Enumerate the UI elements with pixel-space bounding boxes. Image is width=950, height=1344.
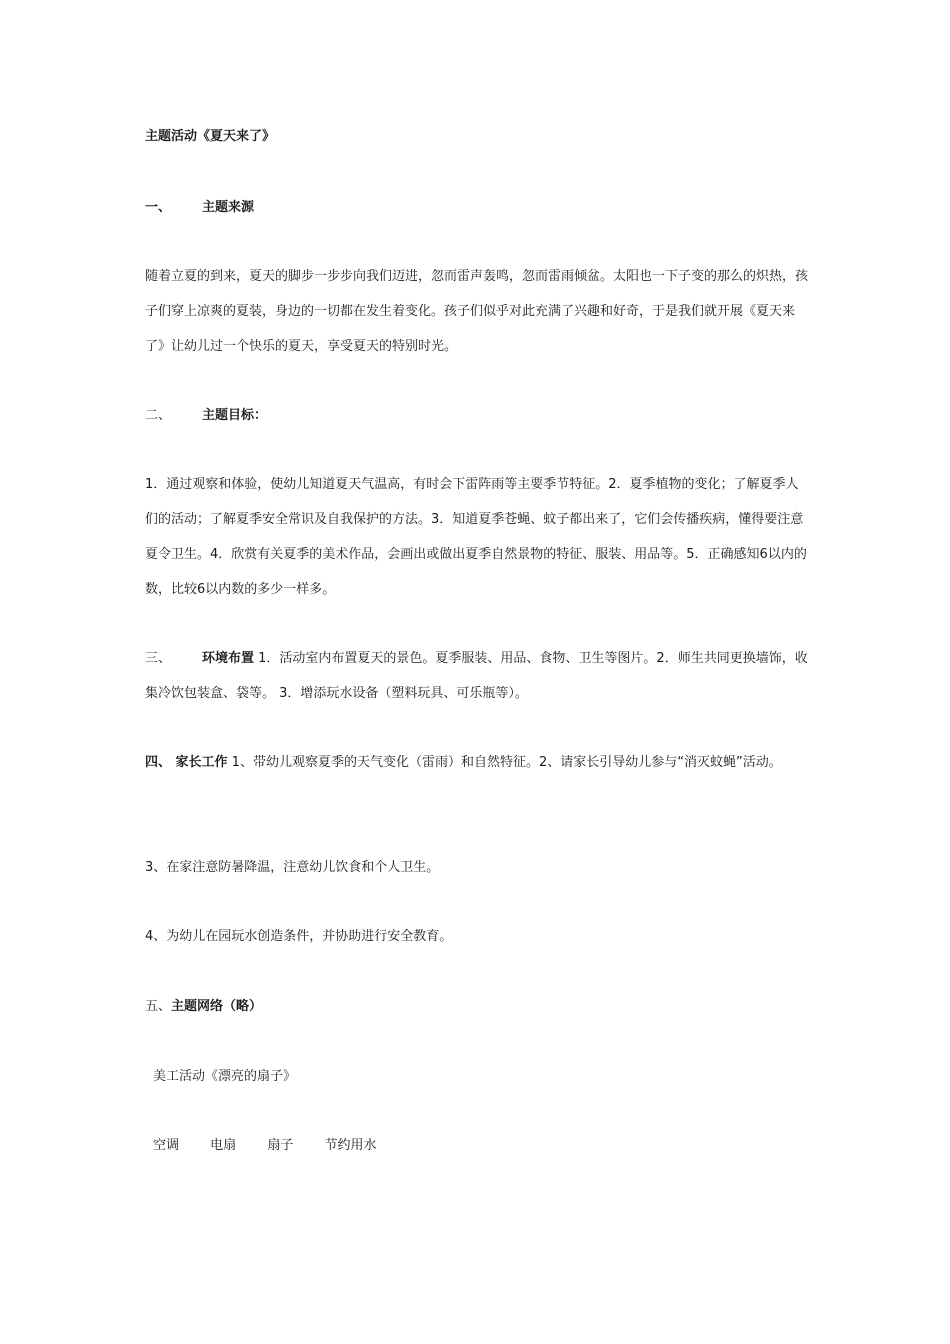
art-activity: 美工活动《漂亮的扇子》 — [153, 1069, 297, 1084]
section-heading-network — [145, 989, 810, 1024]
section-number: 二、 — [145, 408, 172, 423]
section-number: 三、 — [145, 651, 172, 666]
section-number: 一、 — [145, 200, 172, 215]
section-title: 环境布置 — [202, 651, 255, 666]
section-number: 四、 — [145, 755, 172, 770]
section-title: 家长工作 — [171, 755, 228, 770]
section-heading-source — [145, 190, 810, 225]
network-item: 电扇 — [210, 1138, 237, 1153]
parents-item-4: 4、为幼儿在园玩水创造条件，并协助进行安全教育。 — [145, 929, 453, 944]
section-title: 主题来源 — [202, 200, 255, 215]
section-heading-goals — [145, 398, 810, 433]
network-item: 节约用水 — [324, 1138, 377, 1153]
section-number: 五、 — [145, 999, 172, 1014]
network-item: 空调 — [153, 1138, 180, 1153]
network-items — [153, 1128, 818, 1163]
environment-paragraph — [145, 641, 810, 711]
parents-text: 1、带幼儿观察夏季的天气变化（雷雨）和自然特征。2、请家长引导幼儿参与“消灭蚊蝇”活动。 — [227, 755, 782, 770]
document-title: 主题活动《夏天来了》 — [145, 129, 276, 144]
section-title: 主题目标： — [202, 408, 268, 423]
section-title: 主题网络（略） — [171, 999, 263, 1014]
source-paragraph: 随着立夏的到来，夏天的脚步一步步向我们迈进，忽而雷声轰鸣，忽而雷雨倾盆。太阳也一下子变的那么的炽热，孩子们穿上凉爽的夏装，身边的一切都在发生着变化。孩子们似乎对此充满了兴趣和好奇，于是我们就开展《夏天来了》让幼儿过一个快乐的夏天，享受夏天的特别时光。 — [145, 269, 809, 354]
parents-paragraph — [145, 745, 810, 780]
environment-text: 1．活动室内布置夏天的景色。夏季服装、用品、食物、卫生等图片。2．师生共同更换墙饰，收集冷饮包装盒、袋等。 3．增添玩水设备（塑料玩具、可乐瓶等）。 — [145, 651, 808, 701]
goals-paragraph: 1．通过观察和体验，使幼儿知道夏天气温高，有时会下雷阵雨等主要季节特征。2．夏季植物的变化；了解夏季人们的活动；了解夏季安全常识及自我保护的方法。3．知道夏季苍蝇、蚊子都出来了，它们会传播疾病，懂得要注意夏令卫生。4．欣赏有关夏季的美术作品，会画出或做出夏季自然景物的特征、服装、用品等。5．正确感知6以内的数，比较6以内数的多少一样多。 — [145, 477, 807, 597]
network-item: 扇子 — [267, 1138, 294, 1153]
parents-item-3: 3、在家注意防暑降温，注意幼儿饮食和个人卫生。 — [145, 860, 440, 875]
